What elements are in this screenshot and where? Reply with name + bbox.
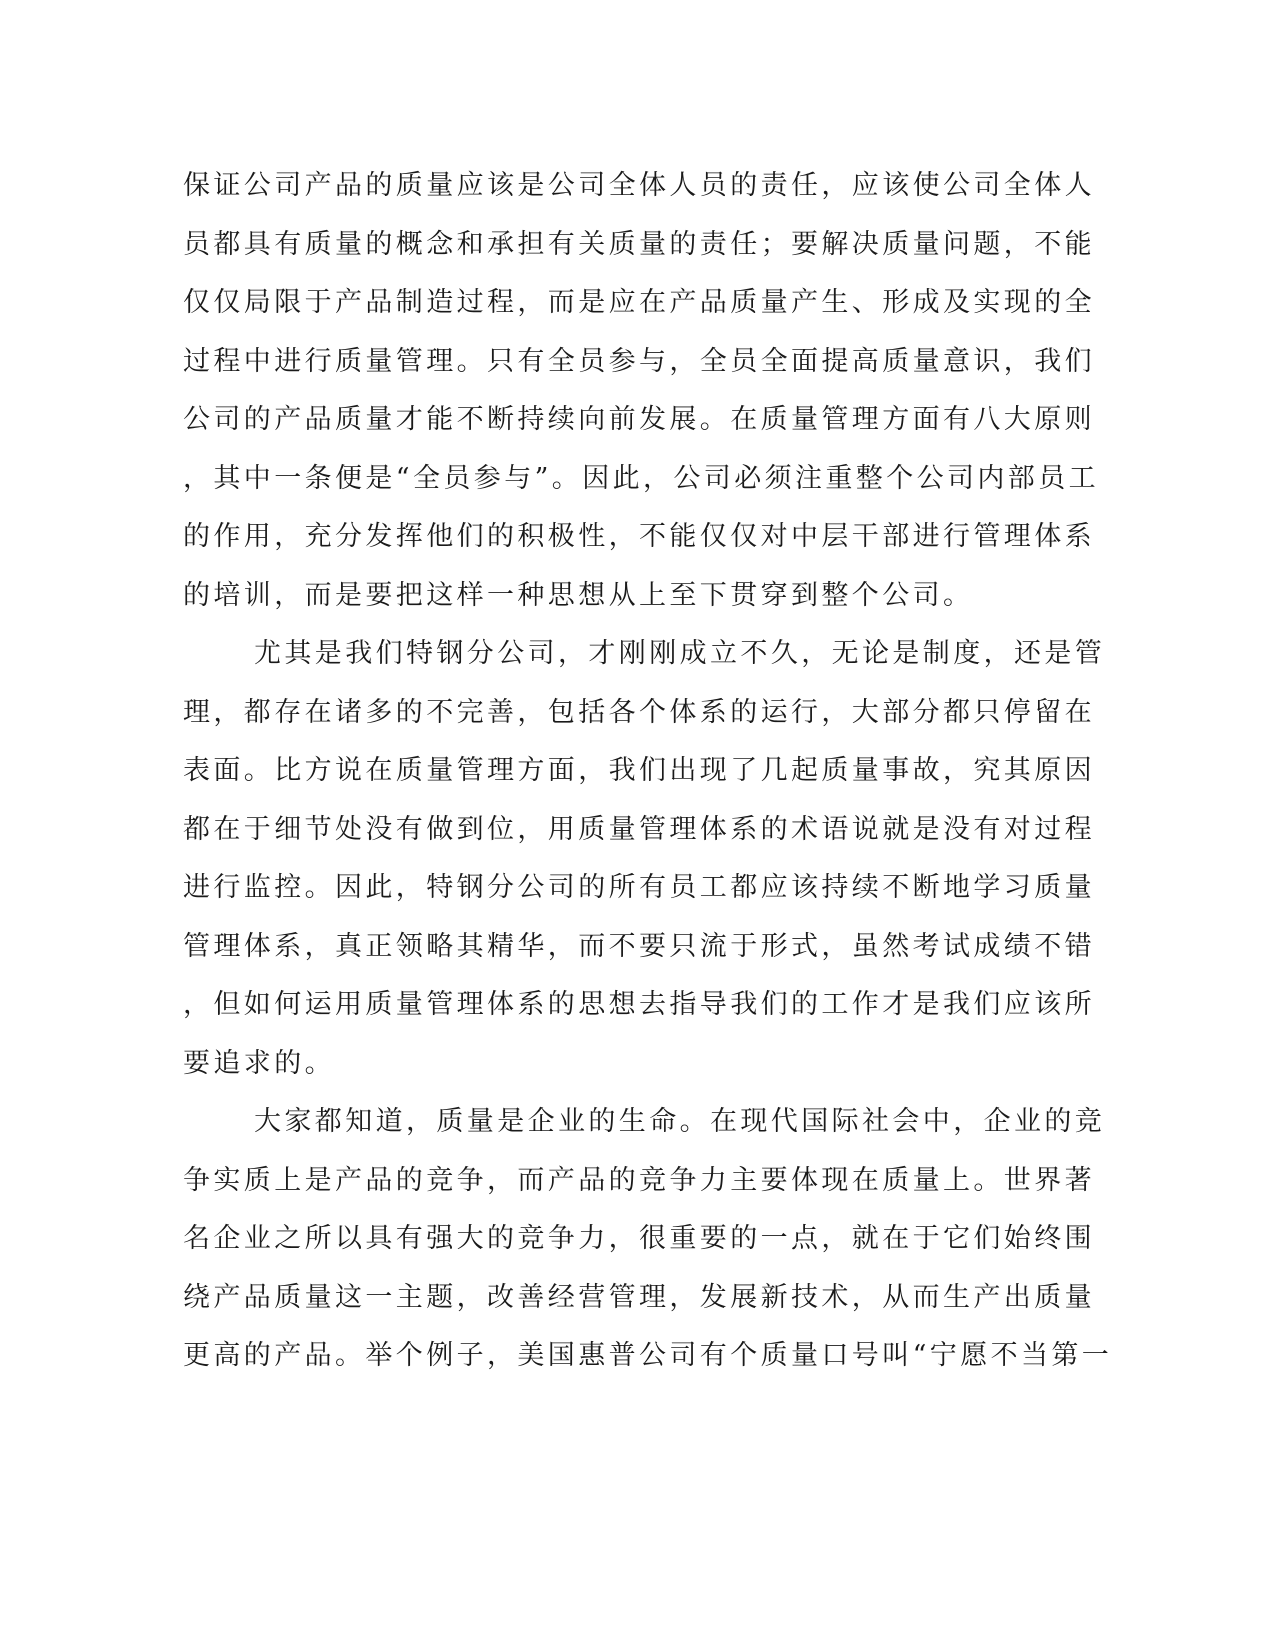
- text-line: 仅仅局限于产品制造过程，而是应在产品质量产生、形成及实现的全: [183, 287, 1095, 318]
- text-line: 员都具有质量的概念和承担有关质量的责任；要解决质量问题，不能: [183, 228, 1095, 260]
- text-line: 要追求的。: [183, 1047, 335, 1079]
- text-line: 绕产品质量这一主题，改善经营管理，发展新技术，从而生产出质量: [183, 1281, 1095, 1313]
- text-line: 保证公司产品的质量应该是公司全体人员的责任，应该使公司全体人: [183, 170, 1095, 201]
- text-line: 争实质上是产品的竞争，而产品的竞争力主要体现在质量上。世界著: [183, 1164, 1095, 1196]
- paragraph-first-line: 大家都知道，质量是企业的生命。在现代国际社会中，企业的竞: [254, 1106, 1106, 1137]
- text-line: 名企业之所以具有强大的竞争力，很重要的一点，就在于它们始终围: [183, 1223, 1095, 1254]
- paragraph-first-line: 尤其是我们特钢分公司，才刚刚成立不久，无论是制度，还是管: [254, 638, 1106, 669]
- text-line: 公司的产品质量才能不断持续向前发展。在质量管理方面有八大原则: [183, 404, 1095, 435]
- text-line: 进行监控。因此，特钢分公司的所有员工都应该持续不断地学习质量: [183, 872, 1095, 903]
- text-line: ，但如何运用质量管理体系的思想去指导我们的工作才是我们应该所: [183, 989, 1095, 1020]
- body-text: [183, 157, 1113, 1386]
- text-line: 理，都存在诸多的不完善，包括各个体系的运行，大部分都只停留在: [183, 696, 1095, 728]
- text-line: 管理体系，真正领略其精华，而不要只流于形式，虽然考试成绩不错: [183, 930, 1095, 962]
- text-line: 都在于细节处没有做到位，用质量管理体系的术语说就是没有对过程: [183, 813, 1095, 845]
- text-line: 表面。比方说在质量管理方面，我们出现了几起质量事故，究其原因: [183, 755, 1095, 786]
- text-line: 过程中进行质量管理。只有全员参与，全员全面提高质量意识，我们: [183, 345, 1095, 377]
- text-line: 的作用，充分发挥他们的积极性，不能仅仅对中层干部进行管理体系: [183, 521, 1095, 552]
- text-line: ，其中一条便是“全员参与”。因此，公司必须注重整个公司内部员工: [183, 462, 1100, 494]
- text-line: 的培训，而是要把这样一种思想从上至下贯穿到整个公司。: [183, 579, 974, 611]
- text-line: 更高的产品。举个例子，美国惠普公司有个质量口号叫“宁愿不当第一: [183, 1340, 1113, 1371]
